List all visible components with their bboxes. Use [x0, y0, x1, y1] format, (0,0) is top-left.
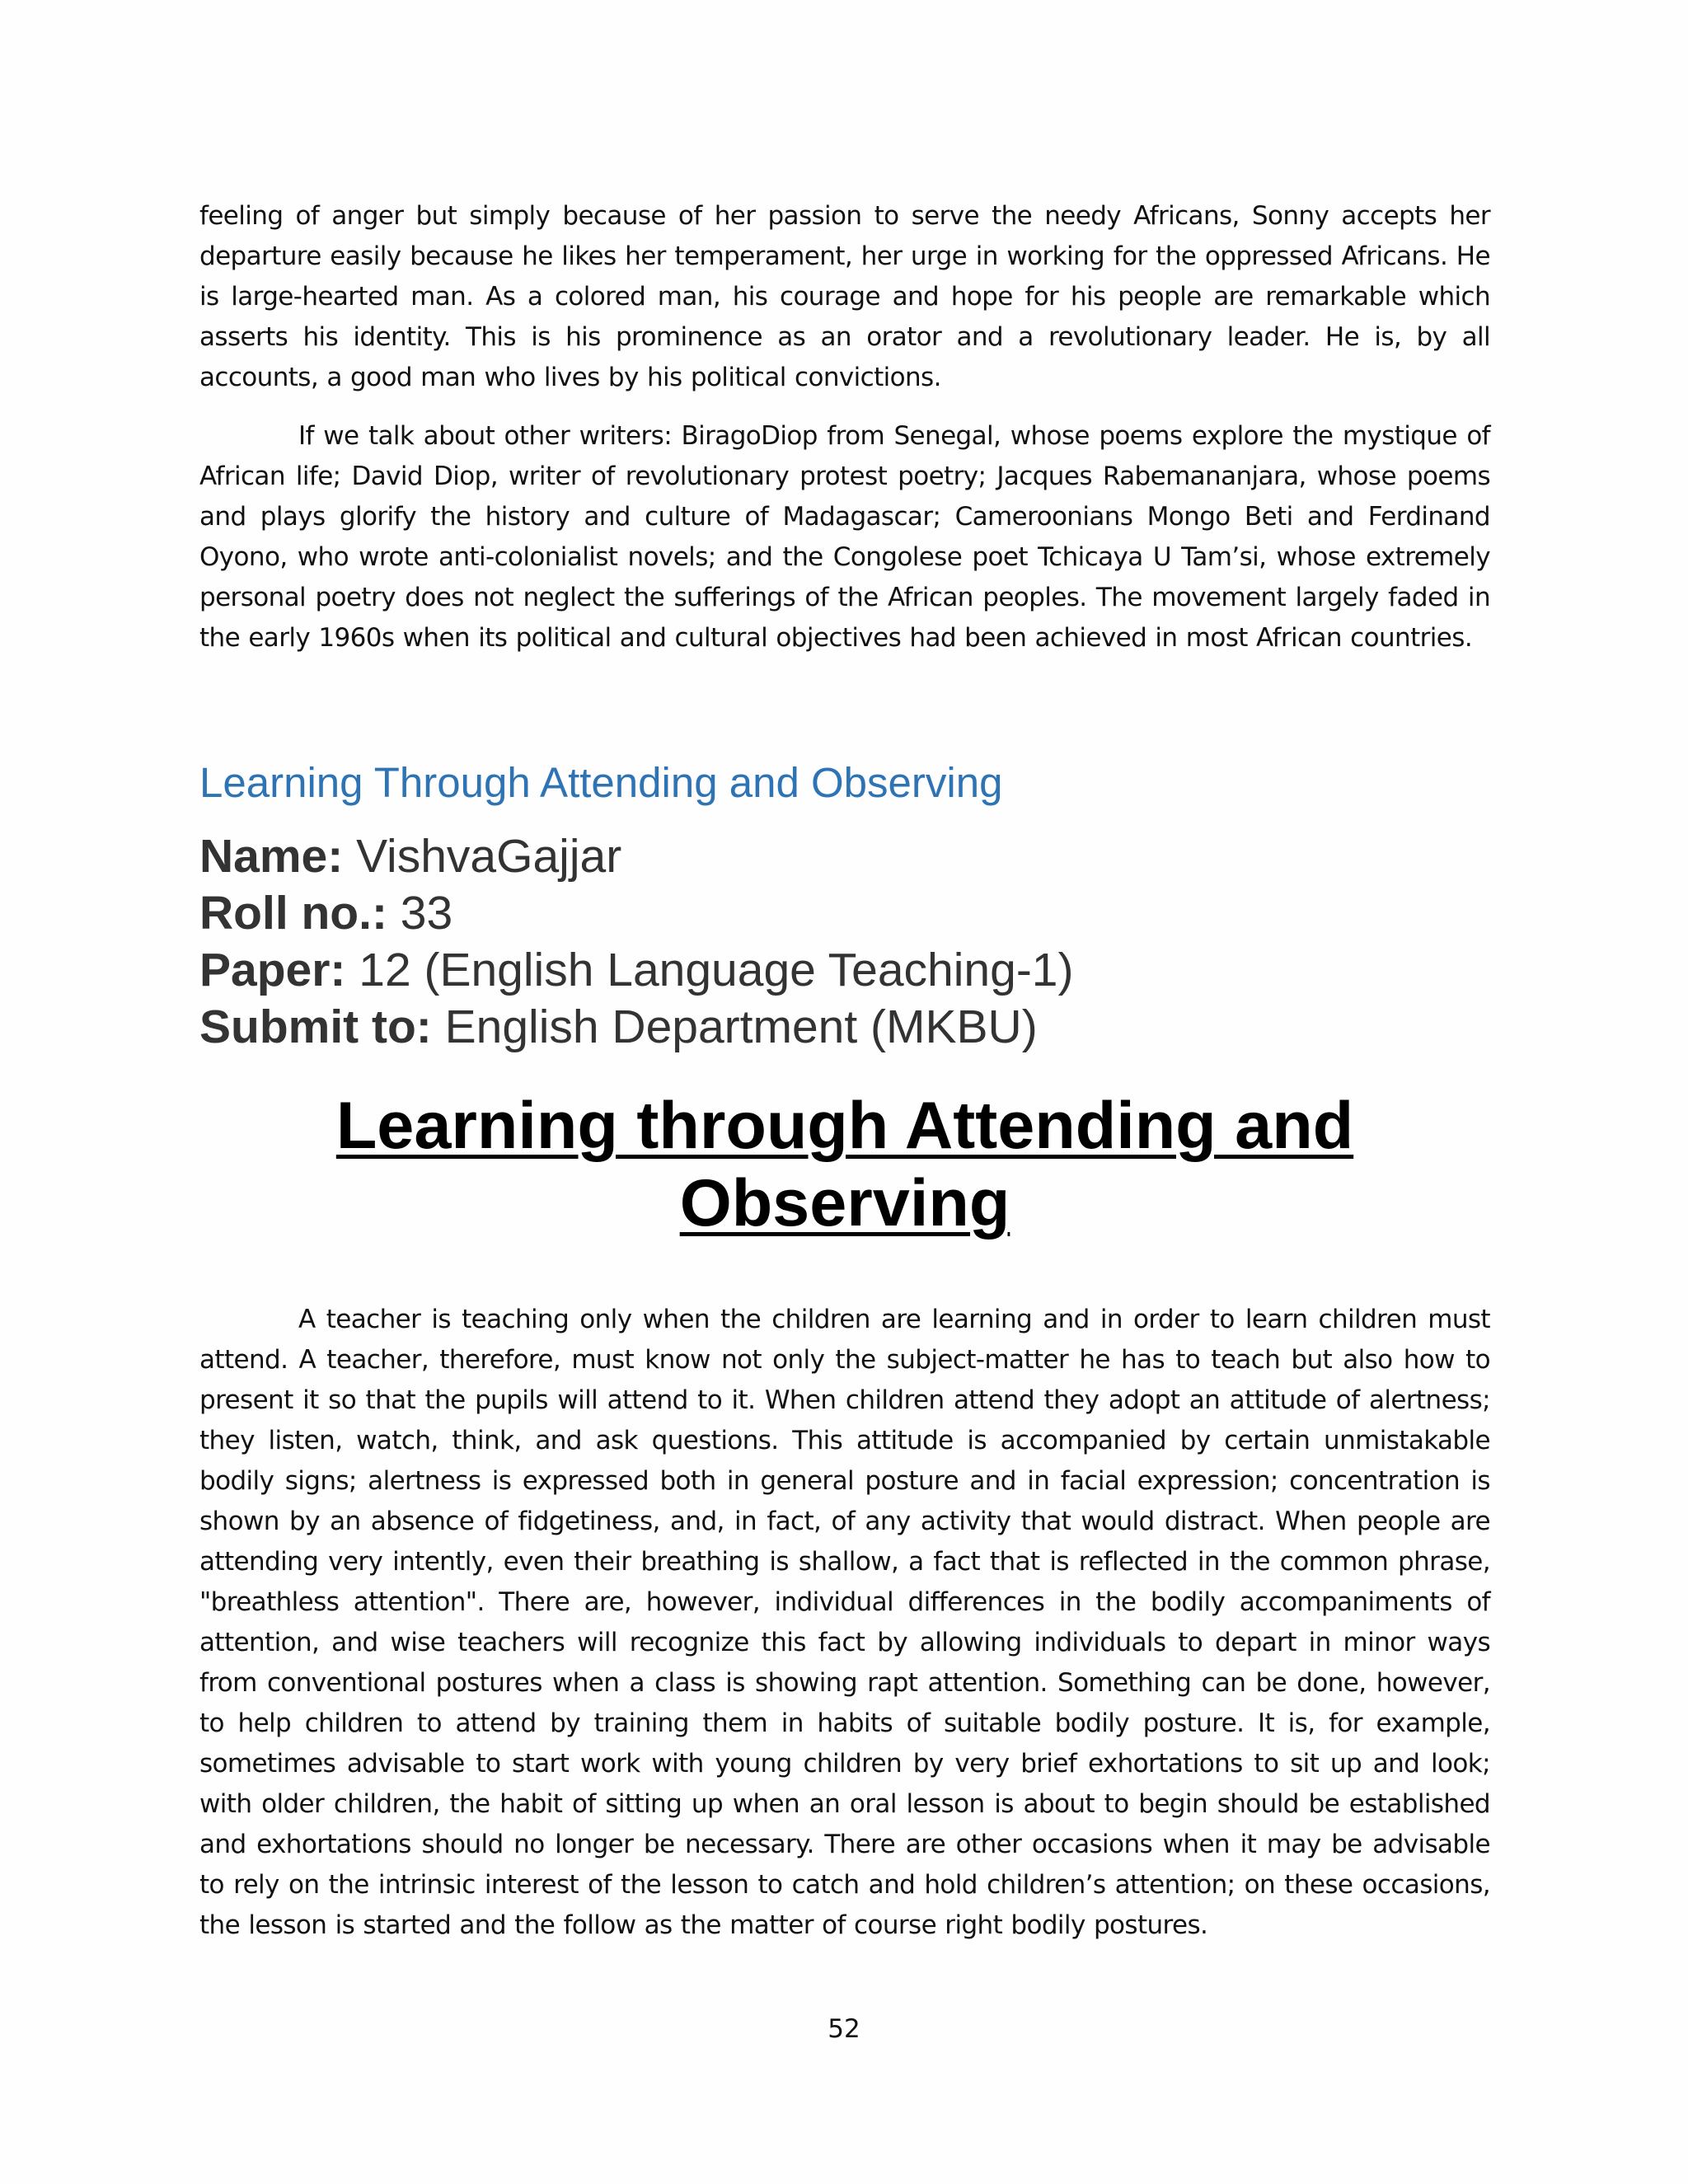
name-line: [199, 828, 1490, 885]
paper-value: 12 (English Language Teaching-1): [345, 944, 1074, 996]
roll-label: Roll no.:: [199, 887, 387, 940]
paragraph-sonny: feeling of anger but simply because of her passion to serve the needy Africans, Sonny accepts her departure easily because he likes her temperament, her urge in working for the oppressed Africans. He is large-hearted man. As a colored man, his courage and hope for his people are remarkable which asserts his identity. This is his prominence as an orator and a revolutionary leader. He is, by all accounts, a good man who lives by his political convictions.: [199, 201, 1490, 392]
name-label: Name:: [199, 830, 344, 883]
roll-value: 33: [387, 887, 453, 940]
submit-value: English Department (MKBU): [431, 1001, 1038, 1053]
student-details: [199, 828, 1490, 1056]
page-content: [199, 196, 1490, 1946]
title-line-2: Observing: [679, 1166, 1010, 1240]
name-value: VishvaGajjar: [343, 830, 622, 883]
submit-label: Submit to:: [199, 1001, 432, 1053]
page-number: 52: [828, 2014, 860, 2044]
paper-line: [199, 942, 1490, 999]
assignment-title: [199, 1087, 1490, 1242]
paper-label: Paper:: [199, 944, 346, 996]
paragraph-other-writers: If we talk about other writers: BiragoDiop from Senegal, whose poems explore the mystique of African life; David Diop, writer of revolutionary protest poetry; Jacques Rabemananjara, whose poems and plays glorify the history and culture of Madagascar; Cameroonians Mongo Beti and Ferdinand Oyono, who wrote anti-colonialist novels; and the Congolese poet Tchicaya U Tam’si, whose extremely personal poetry does not neglect the sufferings of the African peoples. The movement largely faded in the early 1960s when its political and cultural objectives had been achieved in most African countries.: [199, 421, 1490, 653]
section-heading: Learning Through Attending and Observing: [199, 759, 1003, 806]
title-line-1: Learning through Attending and: [335, 1089, 1354, 1163]
paragraph-attention: A teacher is teaching only when the children are learning and in order to learn children must attend. A teacher, therefore, must know not only the subject-matter he has to teach but also how to present it so that the pupils will attend to it. When children attend they adopt an attitude of alertness; they listen, watch, think, and ask questions. This attitude is accompanied by certain unmistakable bodily signs; alertness is expressed both in general posture and in facial expression; concentration is shown by an absence of fidgetiness, and, in fact, of any activity that would distract. When people are attending very intently, even their breathing is shallow, a fact that is reflected in the common phrase, "breathless attention". There are, however, individual differences in the bodily accompaniments of attention, and wise teachers will recognize this fact by allowing individuals to depart in minor ways from conventional postures when a class is showing rapt attention. Something can be done, however, to help children to attend by training them in habits of suitable bodily posture. It is, for example, sometimes advisable to start work with young children by very brief exhortations to sit up and look; with older children, the habit of sitting up when an oral lesson is about to begin should be established and exhortations should no longer be necessary. There are other occasions when it may be advisable to rely on the intrinsic interest of the lesson to catch and hold children’s attention; on these occasions, the lesson is started and the follow as the matter of course right bodily postures.: [199, 1305, 1490, 1940]
submit-line: [199, 999, 1490, 1056]
roll-line: [199, 885, 1490, 942]
